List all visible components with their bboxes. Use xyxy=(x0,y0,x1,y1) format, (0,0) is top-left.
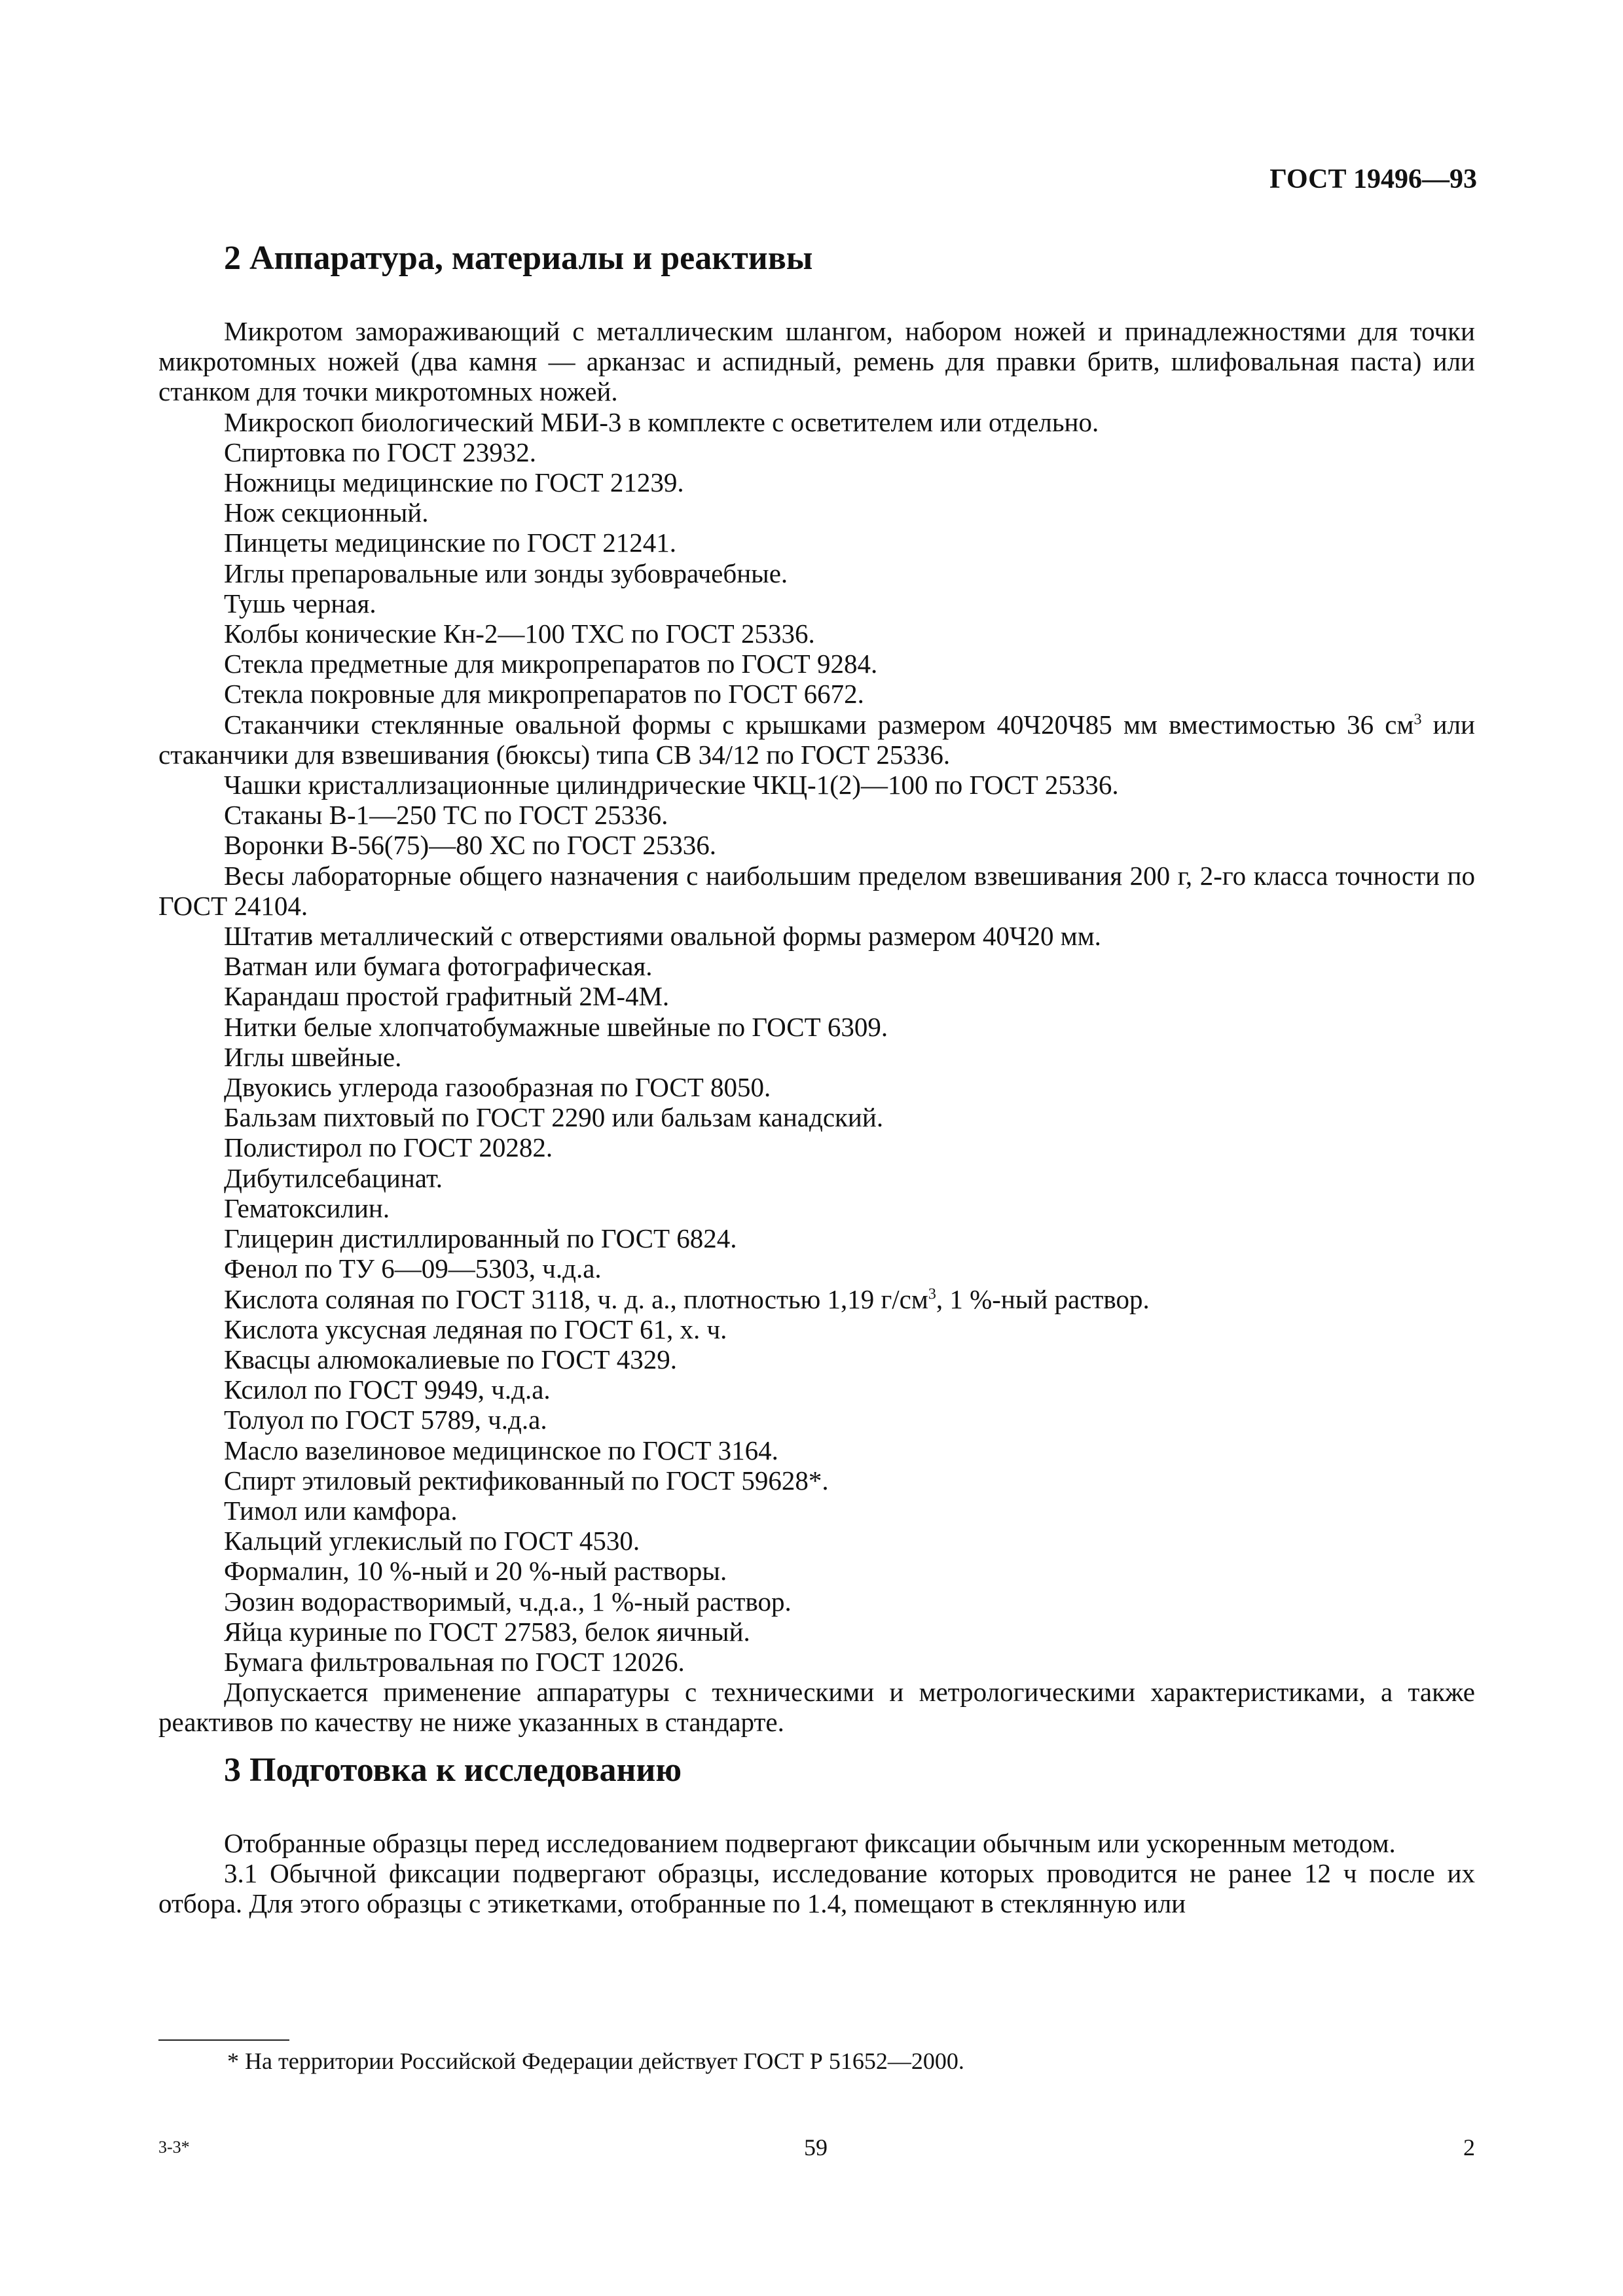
section-3-intro: Отобранные образцы перед исследованием подвергают фиксации обычным или ускоренным методом. xyxy=(224,1827,1396,1858)
list-item: Бумага фильтровальная по ГОСТ 12026. xyxy=(224,1646,685,1677)
hydrochloric-acid-item: Кислота соляная по ГОСТ 3118, ч. д. а., плотностью 1,19 $г/см^3$, 1 %-ный раствор. xyxy=(224,1283,1150,1314)
page-content xyxy=(158,239,1475,1918)
list-item: Чашки кристаллизационные цилиндрические ЧКЦ-1(2)—100 по ГОСТ 25336. xyxy=(224,770,1119,800)
list-item: Глицерин дистиллированный по ГОСТ 6824. xyxy=(224,1223,737,1254)
list-item: Нож секционный. xyxy=(224,497,429,528)
list-item: Спиртовка по ГОСТ 23932. xyxy=(224,437,537,467)
list-item: Ватман или бумага фотографическая. xyxy=(224,951,653,982)
list-item: Стаканы В-1—250 ТС по ГОСТ 25336. xyxy=(224,800,668,831)
list-item: Стекла предметные для микропрепаратов по ГОСТ 9284. xyxy=(224,649,878,679)
materials-list xyxy=(158,921,1475,1283)
list-item: Формалин, 10 %-ный и 20 %-ный растворы. xyxy=(224,1556,727,1587)
list-item: Масло вазелиновое медицинское по ГОСТ 3164. xyxy=(224,1435,778,1465)
list-item: Бальзам пихтовый по ГОСТ 2290 или бальзам канадский. xyxy=(224,1102,884,1133)
list-item: Кислота уксусная ледяная по ГОСТ 61, х. ч. xyxy=(224,1314,727,1344)
section-2-closing: Допускается применение аппаратуры с техническими и метрологическими характеристиками, а также реактивов по качеству не ниже указанных в стандарте. xyxy=(158,1677,1475,1738)
list-item: Воронки В-56(75)—80 ХС по ГОСТ 25336. xyxy=(224,830,716,861)
list-item: Ксилол по ГОСТ 9949, ч.д.а. xyxy=(224,1374,551,1405)
equipment-list-2 xyxy=(158,770,1475,861)
list-item: Дибутилсебацинат. xyxy=(224,1162,443,1193)
document-code: ГОСТ 19496—93 xyxy=(1269,164,1477,194)
list-item: Колбы конические Кн-2—100 ТХС по ГОСТ 25336. xyxy=(224,619,815,649)
footer-print-mark: 3-3* xyxy=(158,2138,190,2157)
list-item: Штатив металлический с отверстиями овальной формы размером 40Ч20 мм. xyxy=(224,921,1101,952)
list-item: Двуокись углерода газообразная по ГОСТ 8050. xyxy=(224,1072,771,1103)
footnote: * На территории Российской Федерации действует ГОСТ Р 51652—2000. xyxy=(227,2048,964,2074)
list-item: Гематоксилин. xyxy=(224,1193,390,1223)
list-item: Толуол по ГОСТ 5789, ч.д.а. xyxy=(224,1405,547,1435)
footnote-rule xyxy=(158,2039,289,2041)
list-item: Иглы швейные. xyxy=(224,1041,402,1072)
sheet-number: 2 xyxy=(1463,2134,1475,2161)
list-item: Стекла покровные для микропрепаратов по ГОСТ 6672. xyxy=(224,679,864,709)
section-3-title: 3 Подготовка к исследованию xyxy=(224,1751,682,1789)
list-item: Нитки белые хлопчатобумажные швейные по ГОСТ 6309. xyxy=(224,1011,888,1042)
list-item: Ножницы медицинские по ГОСТ 21239. xyxy=(224,467,684,498)
section-3-1-paragraph: 3.1 Обычной фиксации подвергают образцы, исследование которых проводится не ранее 12 ч после их отбора. Для этого образцы с этикетками, отобранные по 1.4, помещают в стеклянную или xyxy=(158,1857,1475,1918)
list-item: Яйца куриные по ГОСТ 27583, белок яичный. xyxy=(224,1616,750,1647)
list-item: Фенол по ТУ 6—09—5303, ч.д.а. xyxy=(224,1253,602,1284)
section-2-intro: Микротом замораживающий с металлическим шлангом, набором ножей и принадлежностями для точки микротомных ножей (два камня — арканзас и аспидный, ремень для правки бритв, шлифовальная паста) или станком для точки микротомных ножей. xyxy=(158,316,1475,407)
beakers-paragraph: Стаканчики стеклянные овальной формы с крышками размером 40Ч20Ч85 мм вместимостью 36 $см^3$ или стаканчики для взвешивания (бюксы) типа СВ 34/12 по ГОСТ 25336. xyxy=(158,709,1476,770)
section-2-title: 2 Аппаратура, материалы и реактивы xyxy=(224,240,813,277)
list-item: Полистирол по ГОСТ 20282. xyxy=(224,1132,553,1163)
list-item: Эозин водорастворимый, ч.д.а., 1 %-ный раствор. xyxy=(224,1586,792,1617)
list-item: Квасцы алюмокалиевые по ГОСТ 4329. xyxy=(224,1344,678,1374)
reagents-list xyxy=(158,1314,1475,1677)
list-item: Карандаш простой графитный 2М-4М. xyxy=(224,981,670,1012)
list-item: Тимол или камфора. xyxy=(224,1495,458,1526)
list-item: Пинцеты медицинские по ГОСТ 21241. xyxy=(224,528,676,558)
list-item: Спирт этиловый ректификованный по ГОСТ 59628*. xyxy=(224,1465,829,1496)
list-item: Иглы препаровальные или зонды зубоврачебные. xyxy=(224,558,788,588)
scales-paragraph: Весы лабораторные общего назначения с наибольшим пределом взвешивания 200 г, 2-го класса точности по ГОСТ 24104. xyxy=(158,860,1475,921)
page-number: 59 xyxy=(804,2134,828,2161)
list-item: Микроскоп биологический МБИ-3 в комплекте с осветителем или отдельно. xyxy=(224,406,1099,437)
list-item: Кальций углекислый по ГОСТ 4530. xyxy=(224,1526,640,1556)
equipment-list xyxy=(158,407,1475,709)
list-item: Тушь черная. xyxy=(224,588,376,619)
